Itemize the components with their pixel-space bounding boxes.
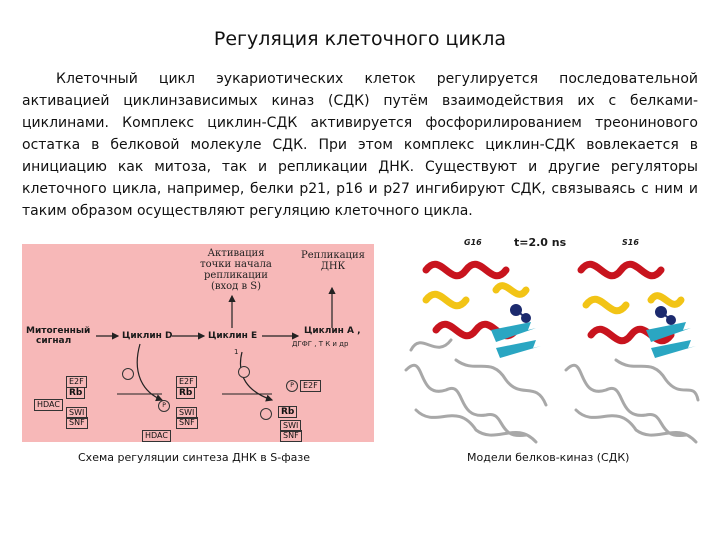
protein-time-label: t=2.0 ns — [514, 236, 567, 249]
activation-line: (вход в S) — [210, 281, 262, 292]
protein-right-label: S16 — [622, 238, 639, 247]
snf-box: SNF — [176, 417, 198, 429]
protein-caption: Модели белков-киназ (СДК) — [467, 451, 630, 464]
activation-line: Активация — [207, 248, 265, 259]
phosphate-circle — [260, 408, 272, 420]
regulation-diagram — [22, 244, 374, 442]
rb-box: Rb — [176, 387, 195, 399]
activation-label — [194, 248, 278, 292]
swi-box: SWI — [66, 407, 87, 419]
protein-left-label: G16 — [464, 238, 482, 247]
body-paragraph: Клеточный цикл эукариотических клеток регулируется последовательной активацией циклинзависимых киназ (СДК) путём взаимодействия их с белками-циклинами. Комплекс циклин-СДК активируется фосфорилированием треонинового остатка в белковой молекуле СДК. При этом комплекс циклин-СДК вовлекается в инициацию как митоза, так и репликации ДНК. Существуют и другие регуляторы клеточного цикла, например, белки р21, р16 и р27 ингибируют СДК, связываясь с ним и таким образом осуществляют регуляцию клеточного цикла. — [22, 71, 698, 219]
cyclin-e-label: Циклин Е — [208, 331, 258, 341]
rb-box: Rb — [278, 406, 297, 418]
activation-line: репликации — [204, 270, 268, 281]
activation-line: точки начала — [200, 259, 272, 270]
protein-structures-illustration — [396, 230, 702, 450]
mitogenic-signal-label — [26, 326, 90, 346]
phosphate-p-circle: P — [158, 400, 170, 412]
e2f-box: E2F — [66, 376, 87, 388]
mitogenic-line: Митогенный — [26, 326, 91, 336]
e2f-box: E2F — [176, 376, 197, 388]
rb-box: Rb — [66, 387, 85, 399]
hdac-box: HDAC — [34, 399, 63, 411]
replication-line: Репликация — [301, 250, 365, 261]
phosphate-circle — [238, 366, 250, 378]
swi-box: SWI — [280, 420, 301, 432]
swi-box: SWI — [176, 407, 197, 419]
cyclin-d-label: Циклин D — [122, 331, 173, 341]
hdac-box: HDAC — [142, 430, 171, 442]
snf-box: SNF — [66, 417, 88, 429]
protein-models-figure — [396, 230, 702, 450]
diagram-caption: Схема регуляции синтеза ДНК в S-фазе — [78, 451, 310, 464]
e2f-box: E2F — [300, 380, 321, 392]
mitogenic-line: сигнал — [36, 336, 72, 346]
dhfr-label: ДГФГ , Т К и др — [292, 340, 349, 348]
snf-box: SNF — [280, 430, 302, 442]
number-one-label: 1 — [234, 348, 239, 356]
cyclin-a-label: Циклин А , — [304, 326, 361, 336]
page-title: Регуляция клеточного цикла — [213, 28, 507, 50]
replication-line: ДНК — [320, 261, 346, 272]
replication-label — [298, 250, 368, 272]
phosphate-p-circle: P — [286, 380, 298, 392]
phosphate-circle — [122, 368, 134, 380]
